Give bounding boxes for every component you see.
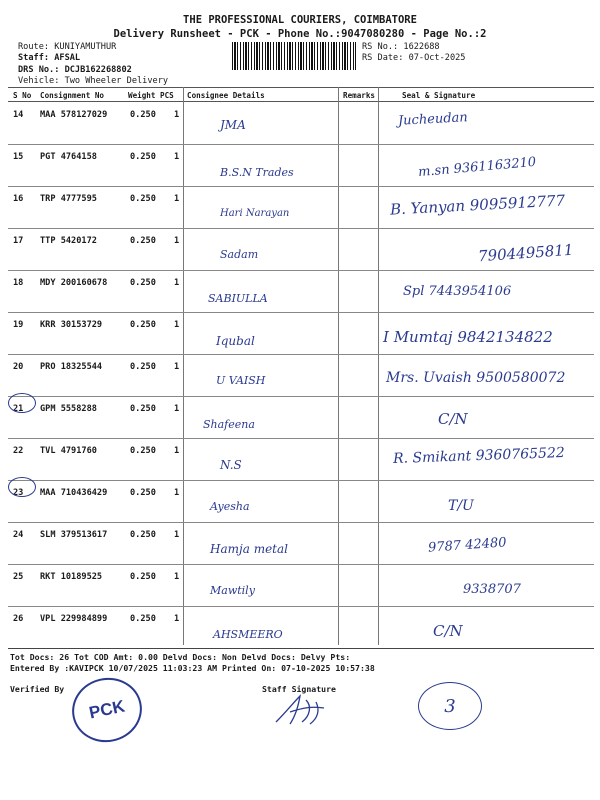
table-row [8,396,594,439]
row-consignment: TRP 4777595 [40,194,97,204]
row-consignment: KRR 30153729 [40,320,103,330]
row-pcs: 1 [174,614,180,624]
row-consignee-handwritten: Hamja metal [210,542,288,556]
staff-label: Staff: AFSAL [18,53,81,63]
table-row [8,522,594,565]
route-label: Route: KUNIYAMUTHUR [18,42,117,52]
row-signature-handwritten: Spl 7443954106 [403,284,512,299]
vehicle-label: Vehicle: Two Wheeler Delivery [18,76,169,86]
row-consignment: TTP 5420172 [40,236,97,246]
row-sno: 17 [13,236,24,246]
verified-by-label: Verified By [10,684,65,694]
col-pcs: PCS [160,91,174,100]
footer-rule [8,648,594,649]
row-weight: 0.250 [130,194,156,204]
stamp-text: PCK [87,696,127,723]
col-seal: Seal & Signature [402,91,476,100]
row-signature-handwritten: I Mumtaj 9842134822 [383,328,553,346]
staff-signature-label: Staff Signature [262,684,336,694]
col-sno: S No [13,91,32,100]
row-weight: 0.250 [130,614,156,624]
table-row [8,270,594,313]
row-consignee-handwritten: Hari Narayan [220,208,290,219]
row-pcs: 1 [174,572,180,582]
row-sno: 18 [13,278,24,288]
row-sno: 19 [13,320,24,330]
rs-date: RS Date: 07-Oct-2025 [362,53,466,63]
row-sno: 24 [13,530,24,540]
rs-number: RS No.: 1622688 [362,42,440,52]
runsheet-subtitle: Delivery Runsheet - PCK - Phone No.:9047080280 - Page No.:2 [113,28,487,40]
row-signature-handwritten: 7904495811 [477,240,574,266]
row-sno: 20 [13,362,24,372]
row-sno: 25 [13,572,24,582]
row-consignee-handwritten: Sadam [220,248,259,261]
row-consignee-handwritten: JMA [220,118,246,132]
row-consignee-handwritten: Iqubal [216,334,255,348]
row-consignment: RKT 10189525 [40,572,103,582]
table-row [8,354,594,397]
col-weight: Weight [128,91,156,100]
row-consignment: GPM 5558288 [40,404,97,414]
col-consignment: Consignment No [40,91,105,100]
staff-signature-scribble [272,692,332,728]
row-pcs: 1 [174,194,180,204]
row-weight: 0.250 [130,278,156,288]
row-consignment: MAA 578127029 [40,110,108,120]
row-signature-handwritten: Mrs. Uvaish 9500580072 [386,370,566,386]
row-sno: 21 [13,404,24,414]
row-pcs: 1 [174,278,180,288]
row-sno: 26 [13,614,24,624]
header-top-rule [8,87,594,88]
row-weight: 0.250 [130,320,156,330]
page-number-circle [418,682,482,730]
row-consignment: SLM 379513617 [40,530,108,540]
row-signature-handwritten: B. Yanyan 9095912777 [389,191,566,219]
row-sno: 23 [13,488,24,498]
row-consignment: MDY 200160678 [40,278,108,288]
row-weight: 0.250 [130,488,156,498]
sno-circle-mark [8,477,36,497]
row-weight: 0.250 [130,404,156,414]
totals-line: Tot Docs: 26 Tot COD Amt: 0.00 Delvd Docs: Non Delvd Docs: Delvy Pts: [10,652,351,662]
row-signature-handwritten: 9338707 [463,582,521,597]
row-pcs: 1 [174,320,180,330]
table-row [8,228,594,271]
row-consignee-handwritten: U VAISH [216,374,266,387]
table-row [8,144,594,187]
company-title: THE PROFESSIONAL COURIERS, COIMBATORE [183,14,417,26]
row-weight: 0.250 [130,572,156,582]
col-remarks: Remarks [343,91,376,100]
row-pcs: 1 [174,362,180,372]
row-consignee-handwritten: Shafeena [203,418,255,431]
row-pcs: 1 [174,110,180,120]
table-row [8,312,594,355]
table-row [8,186,594,229]
row-consignment: TVL 4791760 [40,446,97,456]
row-pcs: 1 [174,236,180,246]
pck-stamp [66,671,148,748]
row-consignee-handwritten: B.S.N Trades [220,166,294,179]
row-consignment: PRO 18325544 [40,362,103,372]
page-number-text: 3 [444,695,456,717]
table-row [8,564,594,607]
row-pcs: 1 [174,488,180,498]
row-sno: 16 [13,194,24,204]
row-pcs: 1 [174,446,180,456]
row-consignee-handwritten: SABIULLA [208,292,268,305]
row-weight: 0.250 [130,362,156,372]
barcode [232,42,356,70]
row-signature-handwritten: m.sn 9361163210 [417,154,537,181]
table-row [8,102,594,145]
row-consignment: PGT 4764158 [40,152,97,162]
row-pcs: 1 [174,530,180,540]
row-pcs: 1 [174,404,180,414]
row-sno: 14 [13,110,24,120]
row-weight: 0.250 [130,446,156,456]
sno-circle-mark [8,393,36,413]
row-signature-handwritten: C/N [438,410,468,428]
row-signature-handwritten: R. Smikant 9360765522 [392,445,566,467]
row-consignment: VPL 229984899 [40,614,108,624]
row-consignee-handwritten: Mawtily [210,584,255,597]
row-consignment: MAA 710436429 [40,488,108,498]
row-consignee-handwritten: AHSMEERO [213,628,283,641]
row-consignee-handwritten: Ayesha [210,500,250,513]
drs-label: DRS No.: DCJB162268802 [18,65,132,75]
row-sno: 22 [13,446,24,456]
row-signature-handwritten: C/N [433,622,463,640]
row-weight: 0.250 [130,530,156,540]
row-weight: 0.250 [130,236,156,246]
row-consignee-handwritten: N.S [220,458,242,472]
row-weight: 0.250 [130,152,156,162]
row-pcs: 1 [174,152,180,162]
col-consignee: Consignee Details [187,91,265,100]
table-row [8,480,594,523]
row-signature-handwritten: T/U [448,498,474,514]
entered-by-line: Entered By :KAVIPCK 10/07/2025 11:03:23 AM Printed On: 07-10-2025 10:57:38 [10,663,375,673]
row-sno: 15 [13,152,24,162]
row-signature-handwritten: Jucheudan [397,110,469,129]
row-signature-handwritten: 9787 42480 [427,535,508,556]
row-weight: 0.250 [130,110,156,120]
table-row [8,606,594,649]
table-row [8,438,594,481]
